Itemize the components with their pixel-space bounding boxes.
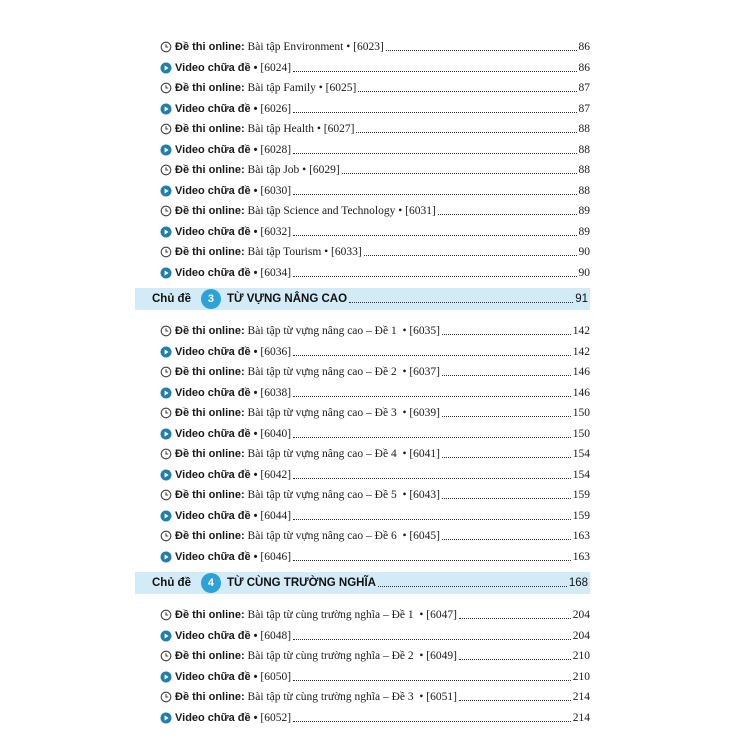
play-icon — [160, 185, 172, 197]
play-icon — [160, 144, 172, 156]
page-number: 142 — [572, 345, 590, 358]
dot-leader — [364, 255, 577, 256]
page-number: 163 — [572, 550, 590, 563]
toc-row-exam[interactable] — [160, 400, 590, 420]
clock-icon — [160, 123, 172, 135]
play-icon — [160, 510, 172, 522]
entry-label: Video chữa đề • — [175, 670, 258, 683]
dot-leader — [293, 153, 576, 154]
page-number: 89 — [578, 225, 590, 238]
entry-label: Đề thi online: — [175, 448, 245, 460]
toc-row-exam[interactable] — [160, 75, 590, 95]
page-number: 214 — [572, 691, 590, 703]
clock-icon — [160, 489, 172, 501]
page-number: 210 — [572, 670, 590, 683]
section-header[interactable] — [135, 288, 590, 310]
toc-row-exam[interactable] — [160, 318, 590, 338]
toc-row-video[interactable] — [160, 623, 590, 643]
page-number: 88 — [578, 164, 590, 176]
play-icon — [160, 551, 172, 563]
clock-icon — [160, 530, 172, 542]
page-number: 142 — [572, 325, 590, 337]
page-number: 204 — [572, 629, 590, 642]
page-number: 90 — [578, 246, 590, 258]
toc-row-exam[interactable] — [160, 602, 590, 622]
clock-icon — [160, 650, 172, 662]
toc-row-video[interactable] — [160, 339, 590, 359]
entry-text: Bài tập từ cùng trường nghĩa – Đề 3 • [6051] — [244, 691, 457, 703]
page-number: 87 — [578, 102, 590, 115]
toc-row-video[interactable] — [160, 664, 590, 684]
dot-leader — [293, 519, 571, 520]
toc-row-exam[interactable] — [160, 441, 590, 461]
page-number: 168 — [568, 577, 588, 589]
dot-leader — [438, 214, 577, 215]
entry-label: Video chữa đề • — [175, 711, 258, 724]
page-number: 150 — [572, 407, 590, 419]
clock-icon — [160, 609, 172, 621]
play-icon — [160, 226, 172, 238]
entry-text: [6032] — [257, 225, 292, 238]
dot-leader — [293, 355, 571, 356]
clock-icon — [160, 82, 172, 94]
entry-text: [6024] — [257, 61, 292, 74]
entry-text: Bài tập từ vựng nâng cao – Đề 2 • [6037] — [244, 366, 441, 378]
entry-text: [6034] — [257, 266, 292, 279]
entry-label: Đề thi online: — [175, 489, 245, 501]
play-icon — [160, 62, 172, 74]
dot-leader — [442, 416, 571, 417]
clock-icon — [160, 205, 172, 217]
entry-label: Video chữa đề • — [175, 61, 258, 74]
play-icon — [160, 630, 172, 642]
toc-row-exam[interactable] — [160, 523, 590, 543]
entry-text: Bài tập từ vựng nâng cao – Đề 6 • [6045] — [244, 530, 441, 542]
toc-row-exam[interactable] — [160, 643, 590, 663]
dot-leader — [358, 91, 576, 92]
clock-icon — [160, 41, 172, 53]
dot-leader — [293, 437, 571, 438]
entry-text: [6044] — [257, 509, 292, 522]
page-number: 146 — [572, 386, 590, 399]
toc-row-exam[interactable] — [160, 198, 590, 218]
entry-label: Video chữa đề • — [175, 629, 258, 642]
entry-text: [6052] — [257, 711, 292, 724]
entry-label: Đề thi online: — [175, 325, 245, 337]
entry-label: Đề thi online: — [175, 366, 245, 378]
page-number: 91 — [575, 293, 588, 305]
play-icon — [160, 387, 172, 399]
entry-text: Bài tập từ vựng nâng cao – Đề 1 • [6035] — [244, 325, 441, 337]
entry-text: Bài tập từ vựng nâng cao – Đề 4 • [6041] — [244, 448, 441, 460]
toc-row-video[interactable] — [160, 178, 590, 198]
dot-leader — [293, 396, 571, 397]
dot-leader — [442, 498, 571, 499]
page-number: 154 — [572, 448, 590, 460]
entry-label: Video chữa đề • — [175, 102, 258, 115]
toc-row-exam[interactable] — [160, 359, 590, 379]
dot-leader — [356, 132, 576, 133]
entry-text: Bài tập Job • [6029] — [244, 164, 340, 176]
play-icon — [160, 469, 172, 481]
entry-label: Video chữa đề • — [175, 509, 258, 522]
toc-row-video[interactable] — [160, 219, 590, 239]
dot-leader — [378, 586, 567, 587]
dot-leader — [349, 302, 573, 303]
toc-row-video[interactable] — [160, 380, 590, 400]
entry-label: Video chữa đề • — [175, 266, 258, 279]
page-number: 88 — [578, 184, 590, 197]
dot-leader — [442, 539, 571, 540]
entry-label: Video chữa đề • — [175, 225, 258, 238]
entry-text: [6030] — [257, 184, 292, 197]
dot-leader — [293, 560, 571, 561]
entry-label: Video chữa đề • — [175, 468, 258, 481]
page-number: 86 — [578, 41, 590, 53]
entry-text: Bài tập từ cùng trường nghĩa – Đề 1 • [6047] — [244, 609, 457, 621]
entry-label: Video chữa đề • — [175, 143, 258, 156]
toc-row-video[interactable] — [160, 462, 590, 482]
section-header[interactable] — [135, 572, 590, 594]
dot-leader — [386, 50, 577, 51]
toc-row-exam[interactable] — [160, 157, 590, 177]
clock-icon — [160, 366, 172, 378]
section-title: TỪ CÙNG TRƯỜNG NGHĨA — [226, 577, 376, 589]
dot-leader — [293, 276, 576, 277]
dot-leader — [293, 680, 571, 681]
dot-leader — [293, 112, 576, 113]
toc-row-exam[interactable] — [160, 239, 590, 259]
dot-leader — [293, 71, 576, 72]
page-number: 86 — [578, 61, 590, 74]
dot-leader — [342, 173, 577, 174]
page-number: 214 — [572, 711, 590, 724]
toc-row-exam[interactable] — [160, 116, 590, 136]
toc-row-video[interactable] — [160, 55, 590, 75]
toc-row-video[interactable] — [160, 544, 590, 564]
dot-leader — [293, 235, 576, 236]
play-icon — [160, 267, 172, 279]
entry-text: [6038] — [257, 386, 292, 399]
clock-icon — [160, 246, 172, 258]
play-icon — [160, 428, 172, 440]
dot-leader — [293, 721, 571, 722]
entry-text: Bài tập từ cùng trường nghĩa – Đề 2 • [6049] — [244, 650, 457, 662]
clock-icon — [160, 164, 172, 176]
play-icon — [160, 346, 172, 358]
entry-text: [6028] — [257, 143, 292, 156]
toc-row-exam[interactable] — [160, 684, 590, 704]
page-number: 87 — [578, 82, 590, 94]
play-icon — [160, 671, 172, 683]
play-icon — [160, 712, 172, 724]
entry-text: Bài tập Health • [6027] — [244, 123, 355, 135]
entry-label: Video chữa đề • — [175, 386, 258, 399]
page-number: 146 — [572, 366, 590, 378]
page-number: 159 — [572, 489, 590, 501]
entry-label: Đề thi online: — [175, 41, 245, 53]
entry-text: [6046] — [257, 550, 292, 563]
entry-label: Video chữa đề • — [175, 550, 258, 563]
entry-label: Đề thi online: — [175, 691, 245, 703]
toc-row-video[interactable] — [160, 421, 590, 441]
entry-text: Bài tập Science and Technology • [6031] — [244, 205, 436, 217]
toc-row-exam[interactable] — [160, 482, 590, 502]
entry-text: Bài tập từ vựng nâng cao – Đề 5 • [6043] — [244, 489, 441, 501]
page-number: 159 — [572, 509, 590, 522]
dot-leader — [293, 194, 576, 195]
toc-row-video[interactable] — [160, 503, 590, 523]
page-number: 88 — [578, 123, 590, 135]
clock-icon — [160, 448, 172, 460]
entry-text: [6042] — [257, 468, 292, 481]
section-number-badge: 3 — [201, 289, 221, 309]
entry-text: Bài tập Environment • [6023] — [244, 41, 384, 53]
entry-text: [6036] — [257, 345, 292, 358]
page-number: 89 — [578, 205, 590, 217]
entry-text: [6040] — [257, 427, 292, 440]
entry-label: Video chữa đề • — [175, 345, 258, 358]
entry-text: [6048] — [257, 629, 292, 642]
entry-label: Đề thi online: — [175, 246, 245, 258]
dot-leader — [442, 375, 571, 376]
entry-label: Đề thi online: — [175, 407, 245, 419]
page-number: 210 — [572, 650, 590, 662]
dot-leader — [459, 618, 571, 619]
page-number: 150 — [572, 427, 590, 440]
page-number: 163 — [572, 530, 590, 542]
entry-label: Đề thi online: — [175, 164, 245, 176]
entry-label: Đề thi online: — [175, 609, 245, 621]
page-number: 204 — [572, 609, 590, 621]
entry-label: Video chữa đề • — [175, 427, 258, 440]
section-title: TỪ VỰNG NÂNG CAO — [226, 293, 348, 305]
entry-label: Đề thi online: — [175, 530, 245, 542]
entry-text: [6026] — [257, 102, 292, 115]
entry-label: Đề thi online: — [175, 650, 245, 662]
toc-row-video[interactable] — [160, 137, 590, 157]
clock-icon — [160, 691, 172, 703]
page-number: 90 — [578, 266, 590, 279]
dot-leader — [293, 478, 571, 479]
toc-row-exam[interactable] — [160, 34, 590, 54]
clock-icon — [160, 325, 172, 337]
dot-leader — [293, 639, 571, 640]
chu-de-label: Chủ đề — [152, 293, 191, 305]
section-number-badge: 4 — [201, 573, 221, 593]
chu-de-label: Chủ đề — [152, 577, 191, 589]
dot-leader — [459, 659, 571, 660]
entry-label: Đề thi online: — [175, 82, 245, 94]
entry-text: Bài tập từ vựng nâng cao – Đề 3 • [6039] — [244, 407, 441, 419]
entry-label: Video chữa đề • — [175, 184, 258, 197]
entry-label: Đề thi online: — [175, 123, 245, 135]
toc-row-video[interactable] — [160, 705, 590, 725]
entry-text: Bài tập Family • [6025] — [244, 82, 357, 94]
toc-row-video[interactable] — [160, 96, 590, 116]
entry-text: [6050] — [257, 670, 292, 683]
page-number: 154 — [572, 468, 590, 481]
page-number: 88 — [578, 143, 590, 156]
entry-label: Đề thi online: — [175, 205, 245, 217]
dot-leader — [442, 334, 571, 335]
toc-row-video[interactable] — [160, 260, 590, 280]
play-icon — [160, 103, 172, 115]
entry-text: Bài tập Tourism • [6033] — [244, 246, 362, 258]
clock-icon — [160, 407, 172, 419]
dot-leader — [459, 700, 571, 701]
dot-leader — [442, 457, 571, 458]
